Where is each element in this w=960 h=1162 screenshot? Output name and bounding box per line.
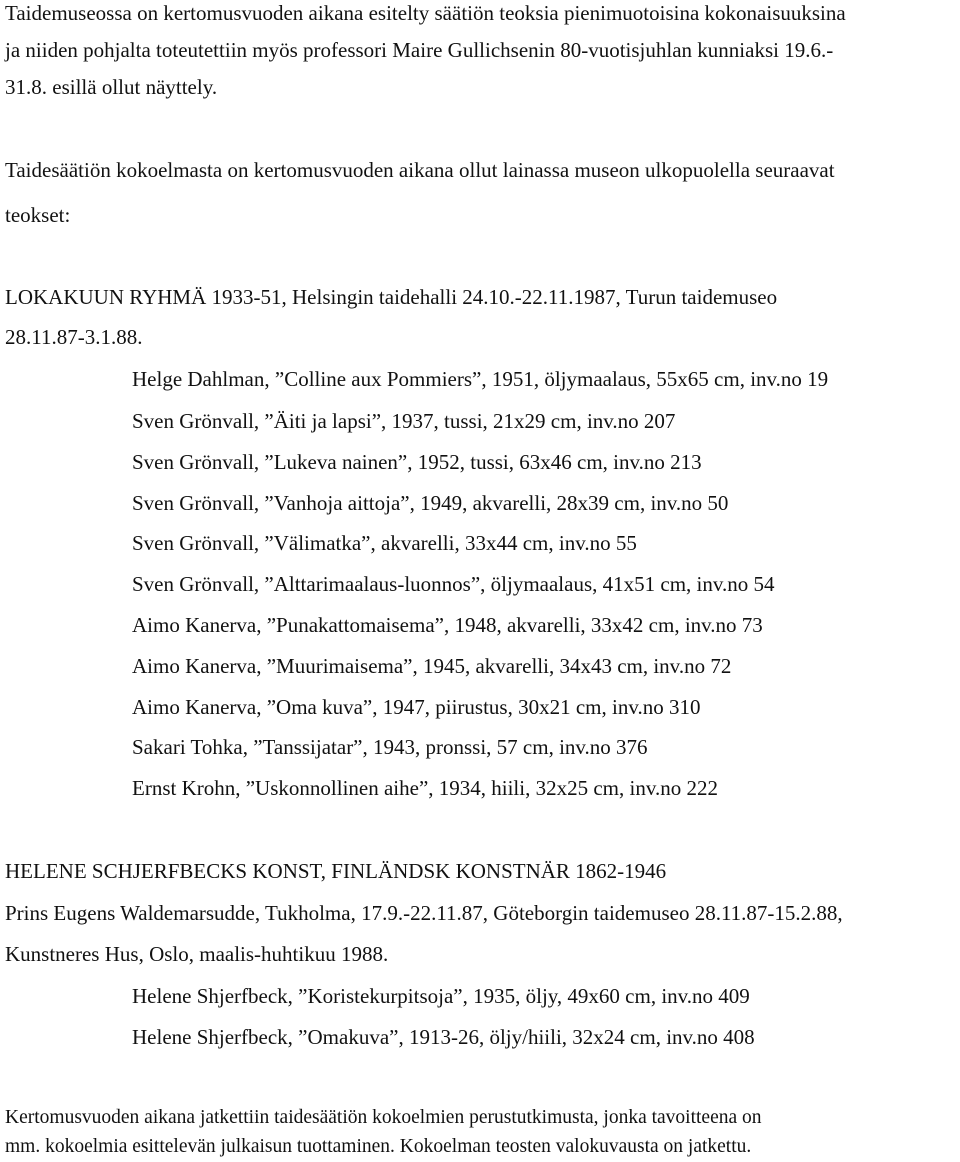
closing-line-1: Kertomusvuoden aikana jatkettiin taidesäätiön kokoelmien perustutkimusta, jonka tavoitteena on <box>5 1107 762 1128</box>
loans-intro-line-2: teokset: <box>5 203 71 227</box>
exhibition2-title-line-3: Kunstneres Hus, Oslo, maalis-huhtikuu 1988. <box>5 942 389 966</box>
exhibition2-work: Helene Shjerfbeck, ”Koristekurpitsoja”, 1935, öljy, 49x60 cm, inv.no 409 <box>132 984 750 1008</box>
intro-line-2: ja niiden pohjalta toteutettiin myös professori Maire Gullichsenin 80-vuotisjuhlan kunniaksi 19.6.- <box>5 38 834 62</box>
exhibition1-work: Sakari Tohka, ”Tanssijatar”, 1943, pronssi, 57 cm, inv.no 376 <box>132 735 648 759</box>
exhibition1-title-line-2: 28.11.87-3.1.88. <box>5 325 143 349</box>
exhibition1-work: Ernst Krohn, ”Uskonnollinen aihe”, 1934, hiili, 32x25 cm, inv.no 222 <box>132 776 718 800</box>
exhibition1-work: Aimo Kanerva, ”Oma kuva”, 1947, piirustus, 30x21 cm, inv.no 310 <box>132 695 701 719</box>
exhibition2-title-line-2: Prins Eugens Waldemarsudde, Tukholma, 17.9.-22.11.87, Göteborgin taidemuseo 28.11.87-15.2.88, <box>5 901 843 925</box>
exhibition1-work: Sven Grönvall, ”Välimatka”, akvarelli, 33x44 cm, inv.no 55 <box>132 531 637 555</box>
exhibition1-work: Aimo Kanerva, ”Punakattomaisema”, 1948, akvarelli, 33x42 cm, inv.no 73 <box>132 613 763 637</box>
exhibition2-title-line-1: HELENE SCHJERFBECKS KONST, FINLÄNDSK KONSTNÄR 1862-1946 <box>5 859 667 883</box>
exhibition1-work: Sven Grönvall, ”Lukeva nainen”, 1952, tussi, 63x46 cm, inv.no 213 <box>132 450 702 474</box>
exhibition1-work: Aimo Kanerva, ”Muurimaisema”, 1945, akvarelli, 34x43 cm, inv.no 72 <box>132 654 732 678</box>
closing-line-2: mm. kokoelmia esittelevän julkaisun tuottaminen. Kokoelman teosten valokuvausta on jatkettu. <box>5 1136 752 1157</box>
exhibition1-work: Sven Grönvall, ”Vanhoja aittoja”, 1949, akvarelli, 28x39 cm, inv.no 50 <box>132 491 729 515</box>
exhibition1-work: Sven Grönvall, ”Alttarimaalaus-luonnos”, öljymaalaus, 41x51 cm, inv.no 54 <box>132 572 775 596</box>
intro-line-3: 31.8. esillä ollut näyttely. <box>5 75 218 99</box>
intro-line-1: Taidemuseossa on kertomusvuoden aikana esitelty säätiön teoksia pienimuotoisina kokonaisuuksina <box>5 1 846 25</box>
exhibition1-work: Helge Dahlman, ”Colline aux Pommiers”, 1951, öljymaalaus, 55x65 cm, inv.no 19 <box>132 367 829 391</box>
exhibition1-work: Sven Grönvall, ”Äiti ja lapsi”, 1937, tussi, 21x29 cm, inv.no 207 <box>132 409 676 433</box>
exhibition1-title-line-1: LOKAKUUN RYHMÄ 1933-51, Helsingin taidehalli 24.10.-22.11.1987, Turun taidemuseo <box>5 285 778 309</box>
exhibition2-work: Helene Shjerfbeck, ”Omakuva”, 1913-26, öljy/hiili, 32x24 cm, inv.no 408 <box>132 1025 755 1049</box>
loans-intro-line-1: Taidesäätiön kokoelmasta on kertomusvuoden aikana ollut lainassa museon ulkopuolella seuraavat <box>5 158 835 182</box>
